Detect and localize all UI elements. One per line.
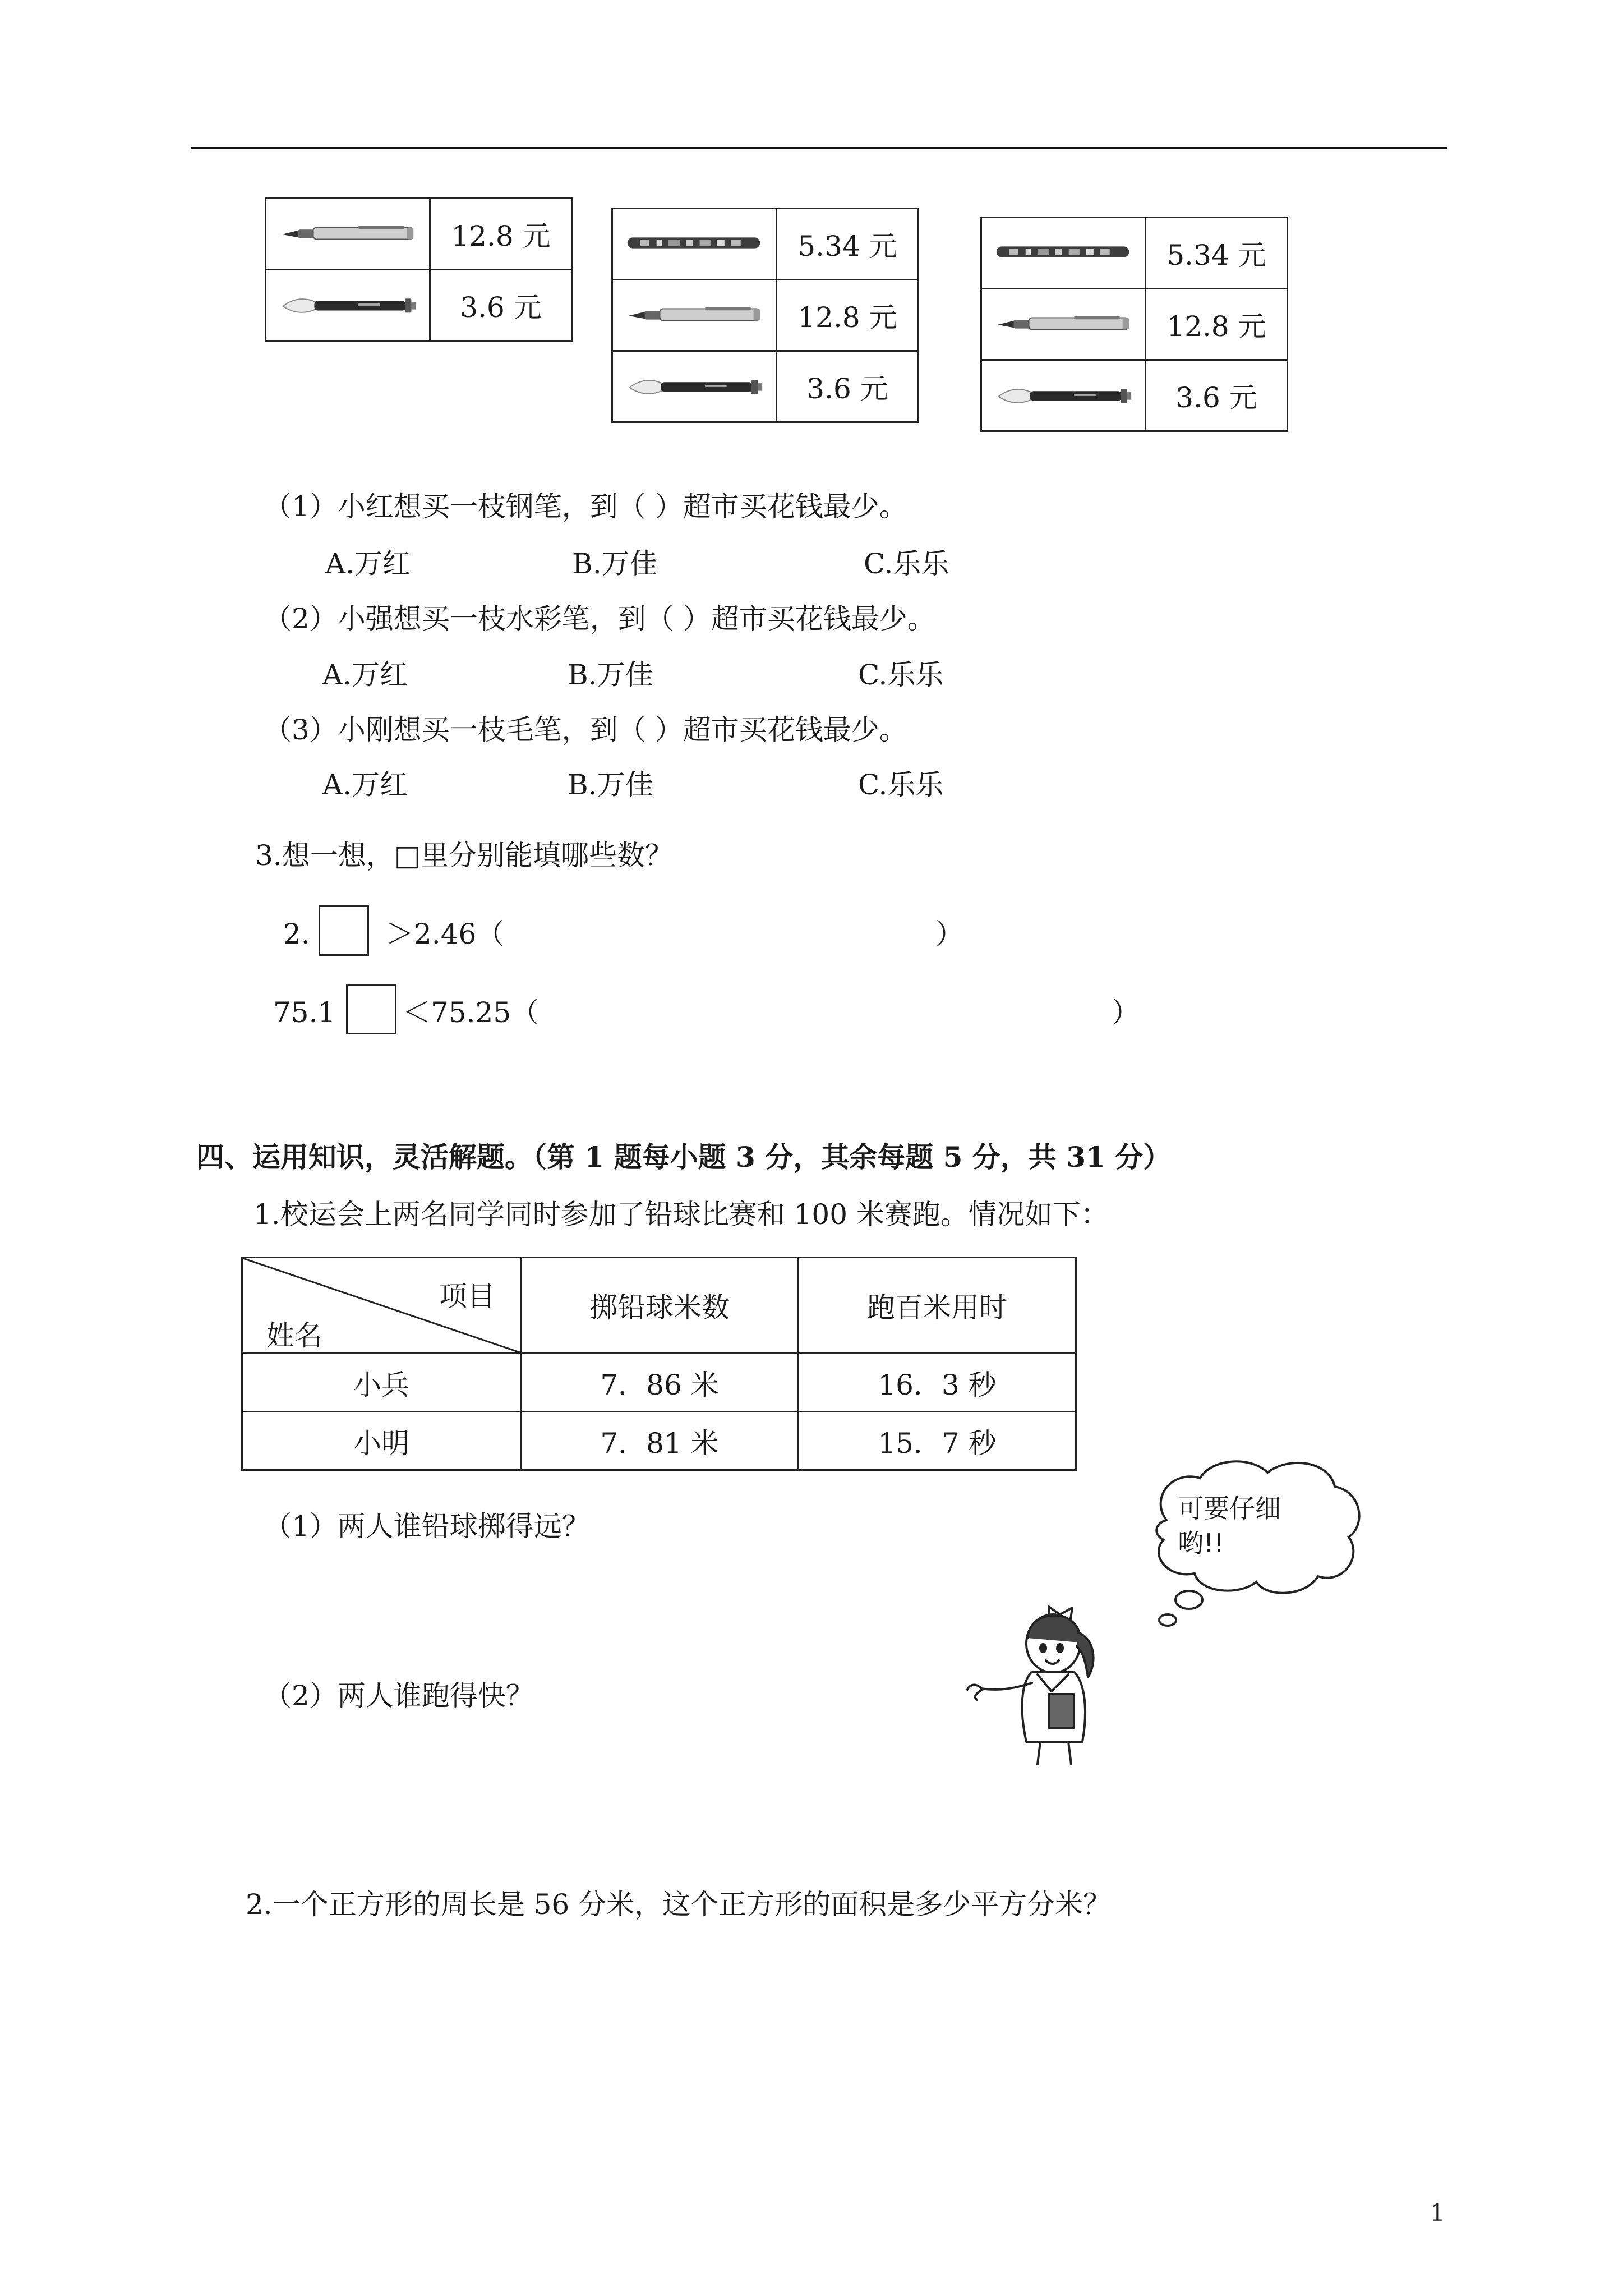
price-table-wanhong: [265, 197, 573, 342]
corner-top-label: 项目: [439, 1280, 495, 1313]
option-c: C.乐乐: [858, 769, 944, 801]
option-b: B.万佳: [568, 659, 653, 691]
fountain-pen-icon: [981, 289, 1146, 360]
price-table-lele: [980, 217, 1288, 432]
brush-pen-icon: [981, 360, 1146, 431]
question-2-3: （3）小刚想买一枝毛笔，到（ ）超市买花钱最少。: [264, 714, 907, 746]
fountain-pen-icon: [612, 280, 777, 351]
corner-bottom-label: 姓名: [266, 1319, 322, 1352]
option-a: A.万红: [322, 659, 408, 691]
option-a: A.万红: [322, 769, 408, 801]
section-4-q1-2: （2）两人谁跑得快？: [264, 1680, 534, 1712]
question-2-1: （1）小红想买一枝钢笔，到（ ）超市买花钱最少。: [264, 490, 907, 523]
shot-cell: 7．86 米: [521, 1354, 799, 1412]
section-4-q2: 2.一个正方形的周长是 56 分米，这个正方形的面积是多少平方分米？: [246, 1888, 1112, 1921]
table-row: [612, 209, 919, 280]
run-cell: 15．7 秒: [799, 1412, 1076, 1470]
table-header-row: [242, 1258, 1076, 1354]
answer-box[interactable]: [319, 905, 369, 956]
q3-line2-suffix: ＜75.25（: [403, 996, 540, 1029]
table-row: [981, 218, 1288, 289]
price-cell: 12.8 元: [777, 280, 919, 351]
section-4-title: 四、运用知识，灵活解题。（第 1 题每小题 3 分，其余每题 5 分，共 31 分）: [196, 1140, 1172, 1174]
column-header: 掷铅球米数: [521, 1258, 799, 1354]
answer-box[interactable]: [346, 984, 396, 1034]
q3-line1-prefix: 2.: [283, 918, 310, 950]
table-row: [612, 280, 919, 351]
name-cell: 小明: [242, 1412, 521, 1470]
q3-line1-close: ）: [935, 918, 963, 950]
column-header: 跑百米用时: [799, 1258, 1076, 1354]
fountain-pen-icon: [266, 199, 430, 270]
corner-cell: [242, 1258, 521, 1354]
q3-line2-close: ）: [1112, 996, 1140, 1029]
run-cell: 16．3 秒: [799, 1354, 1076, 1412]
marker-pen-icon: [981, 218, 1146, 289]
table-row: [242, 1412, 1076, 1470]
question-3-title: 3.想一想，□里分别能填哪些数？: [255, 839, 673, 872]
table-row: [981, 289, 1288, 360]
option-b: B.万佳: [568, 769, 653, 801]
table-row: [242, 1354, 1076, 1412]
option-b: B.万佳: [572, 547, 658, 580]
price-table-wanjia: [611, 208, 919, 423]
table-row: [266, 199, 572, 270]
page-number: 1: [1430, 2199, 1445, 2226]
score-table: [241, 1257, 1077, 1471]
price-cell: 5.34 元: [777, 209, 919, 280]
girl-illustration: [953, 1599, 1133, 1767]
price-cell: 5.34 元: [1146, 218, 1288, 289]
price-cell: 3.6 元: [777, 351, 919, 422]
name-cell: 小兵: [242, 1354, 521, 1412]
brush-pen-icon: [266, 270, 430, 341]
section-4-q1-1: （1）两人谁铅球掷得远？: [264, 1510, 590, 1543]
brush-pen-icon: [612, 351, 777, 422]
option-c: C.乐乐: [858, 659, 944, 691]
price-cell: 3.6 元: [1146, 360, 1288, 431]
q3-line1-suffix: ＞2.46（: [386, 918, 505, 950]
table-row: [266, 270, 572, 341]
marker-pen-icon: [612, 209, 777, 280]
option-c: C.乐乐: [864, 547, 949, 580]
thought-bubble-icon: [1127, 1453, 1374, 1638]
shot-cell: 7．81 米: [521, 1412, 799, 1470]
price-cell: 12.8 元: [430, 199, 572, 270]
header-rule: [191, 147, 1447, 149]
bubble-text-line1: 可要仔细: [1178, 1493, 1281, 1524]
option-a: A.万红: [325, 547, 411, 580]
price-cell: 3.6 元: [430, 270, 572, 341]
bubble-text-line2: 哟!!: [1178, 1528, 1224, 1558]
table-row: [981, 360, 1288, 431]
question-2-2: （2）小强想买一枝水彩笔，到（ ）超市买花钱最少。: [264, 602, 935, 635]
price-cell: 12.8 元: [1146, 289, 1288, 360]
q3-line2-prefix: 75.1: [273, 996, 336, 1029]
section-4-q1-intro: 1.校运会上两名同学同时参加了铅球比赛和 100 米赛跑。情况如下：: [253, 1198, 1109, 1231]
table-row: [612, 351, 919, 422]
